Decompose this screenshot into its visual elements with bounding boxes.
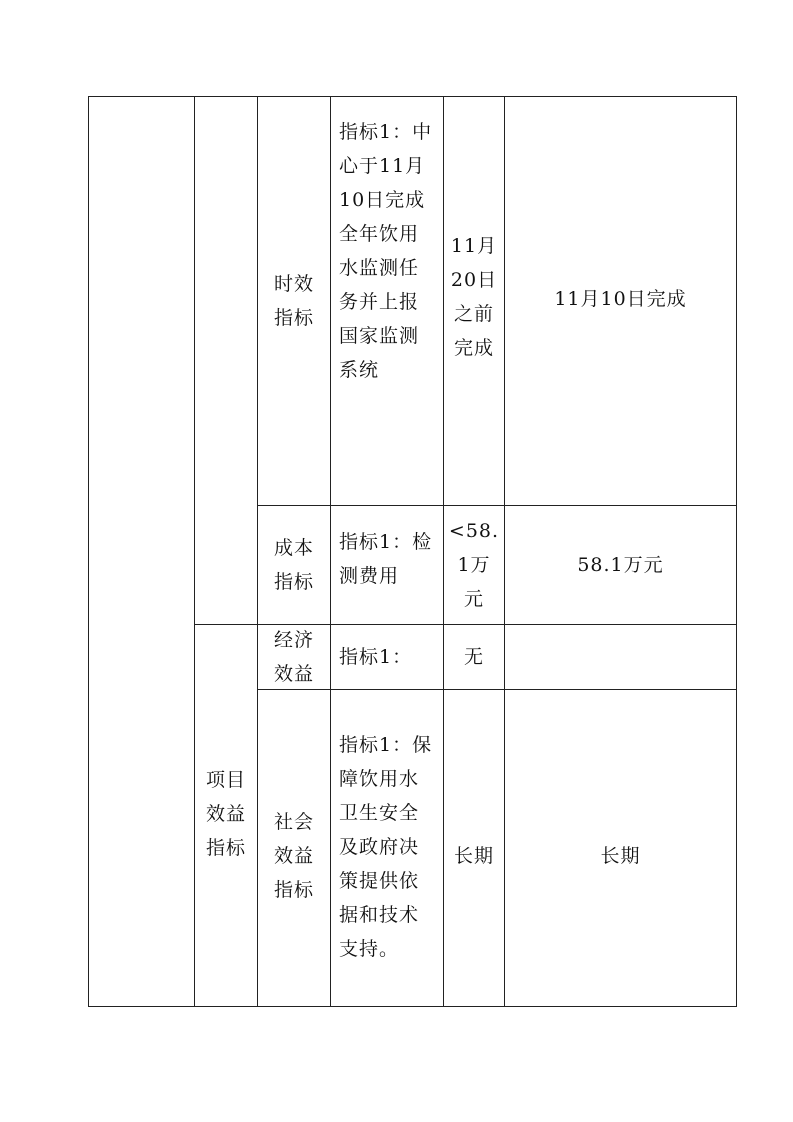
cost-indicator-text: 指标1：检 测费用 [339,531,433,587]
table-right-border [736,96,737,1007]
social-category-text: 社会 效益 指标 [273,811,314,901]
timeliness-category-text: 时效 指标 [273,273,314,329]
cost-category-text: 成本 指标 [273,537,314,593]
social-target-text: 长期 [453,845,494,867]
economic-target-cell [444,625,504,689]
economic-indicator-text: 指标1： [339,646,413,668]
cost-indicator-cell [339,506,443,624]
project-benefit-group-cell [195,625,257,1006]
cost-target-text: <58. 1万 元 [448,520,500,610]
timeliness-target-cell [444,97,504,505]
timeliness-actual-text: 11月10日完成 [554,288,687,310]
social-actual-text: 长期 [600,845,641,867]
cost-category-cell [258,506,330,624]
timeliness-indicator-cell [339,97,443,505]
timeliness-target-text: 11月 20日 之前 完成 [450,235,498,359]
timeliness-category-cell [258,97,330,505]
social-indicator-text: 指标1：保 障饮用水 卫生安全 及政府决 策提供依 据和技术 支持。 [339,734,433,960]
social-actual-cell [505,690,736,1006]
timeliness-indicator-text: 指标1：中 心于11月 10日完成 全年饮用 水监测任 务并上报 国家监测 系统 [339,121,433,381]
cost-target-cell [444,506,504,624]
social-category-cell [258,690,330,1006]
table-left-border [88,96,89,1007]
table-bottom-border [88,1006,737,1007]
project-benefit-group-label: 项目 效益 指标 [205,768,246,859]
timeliness-actual-cell [505,97,736,505]
cost-actual-cell [505,506,736,624]
economic-category-cell [258,625,330,689]
economic-actual-cell [505,625,736,689]
cost-actual-text: 58.1万元 [577,554,664,576]
column-divider-3 [330,96,331,1007]
economic-indicator-cell [339,625,443,689]
social-indicator-cell [339,690,443,1006]
social-target-cell [444,690,504,1006]
economic-category-text: 经济 效益 [273,629,314,685]
economic-target-text: 无 [463,646,484,668]
